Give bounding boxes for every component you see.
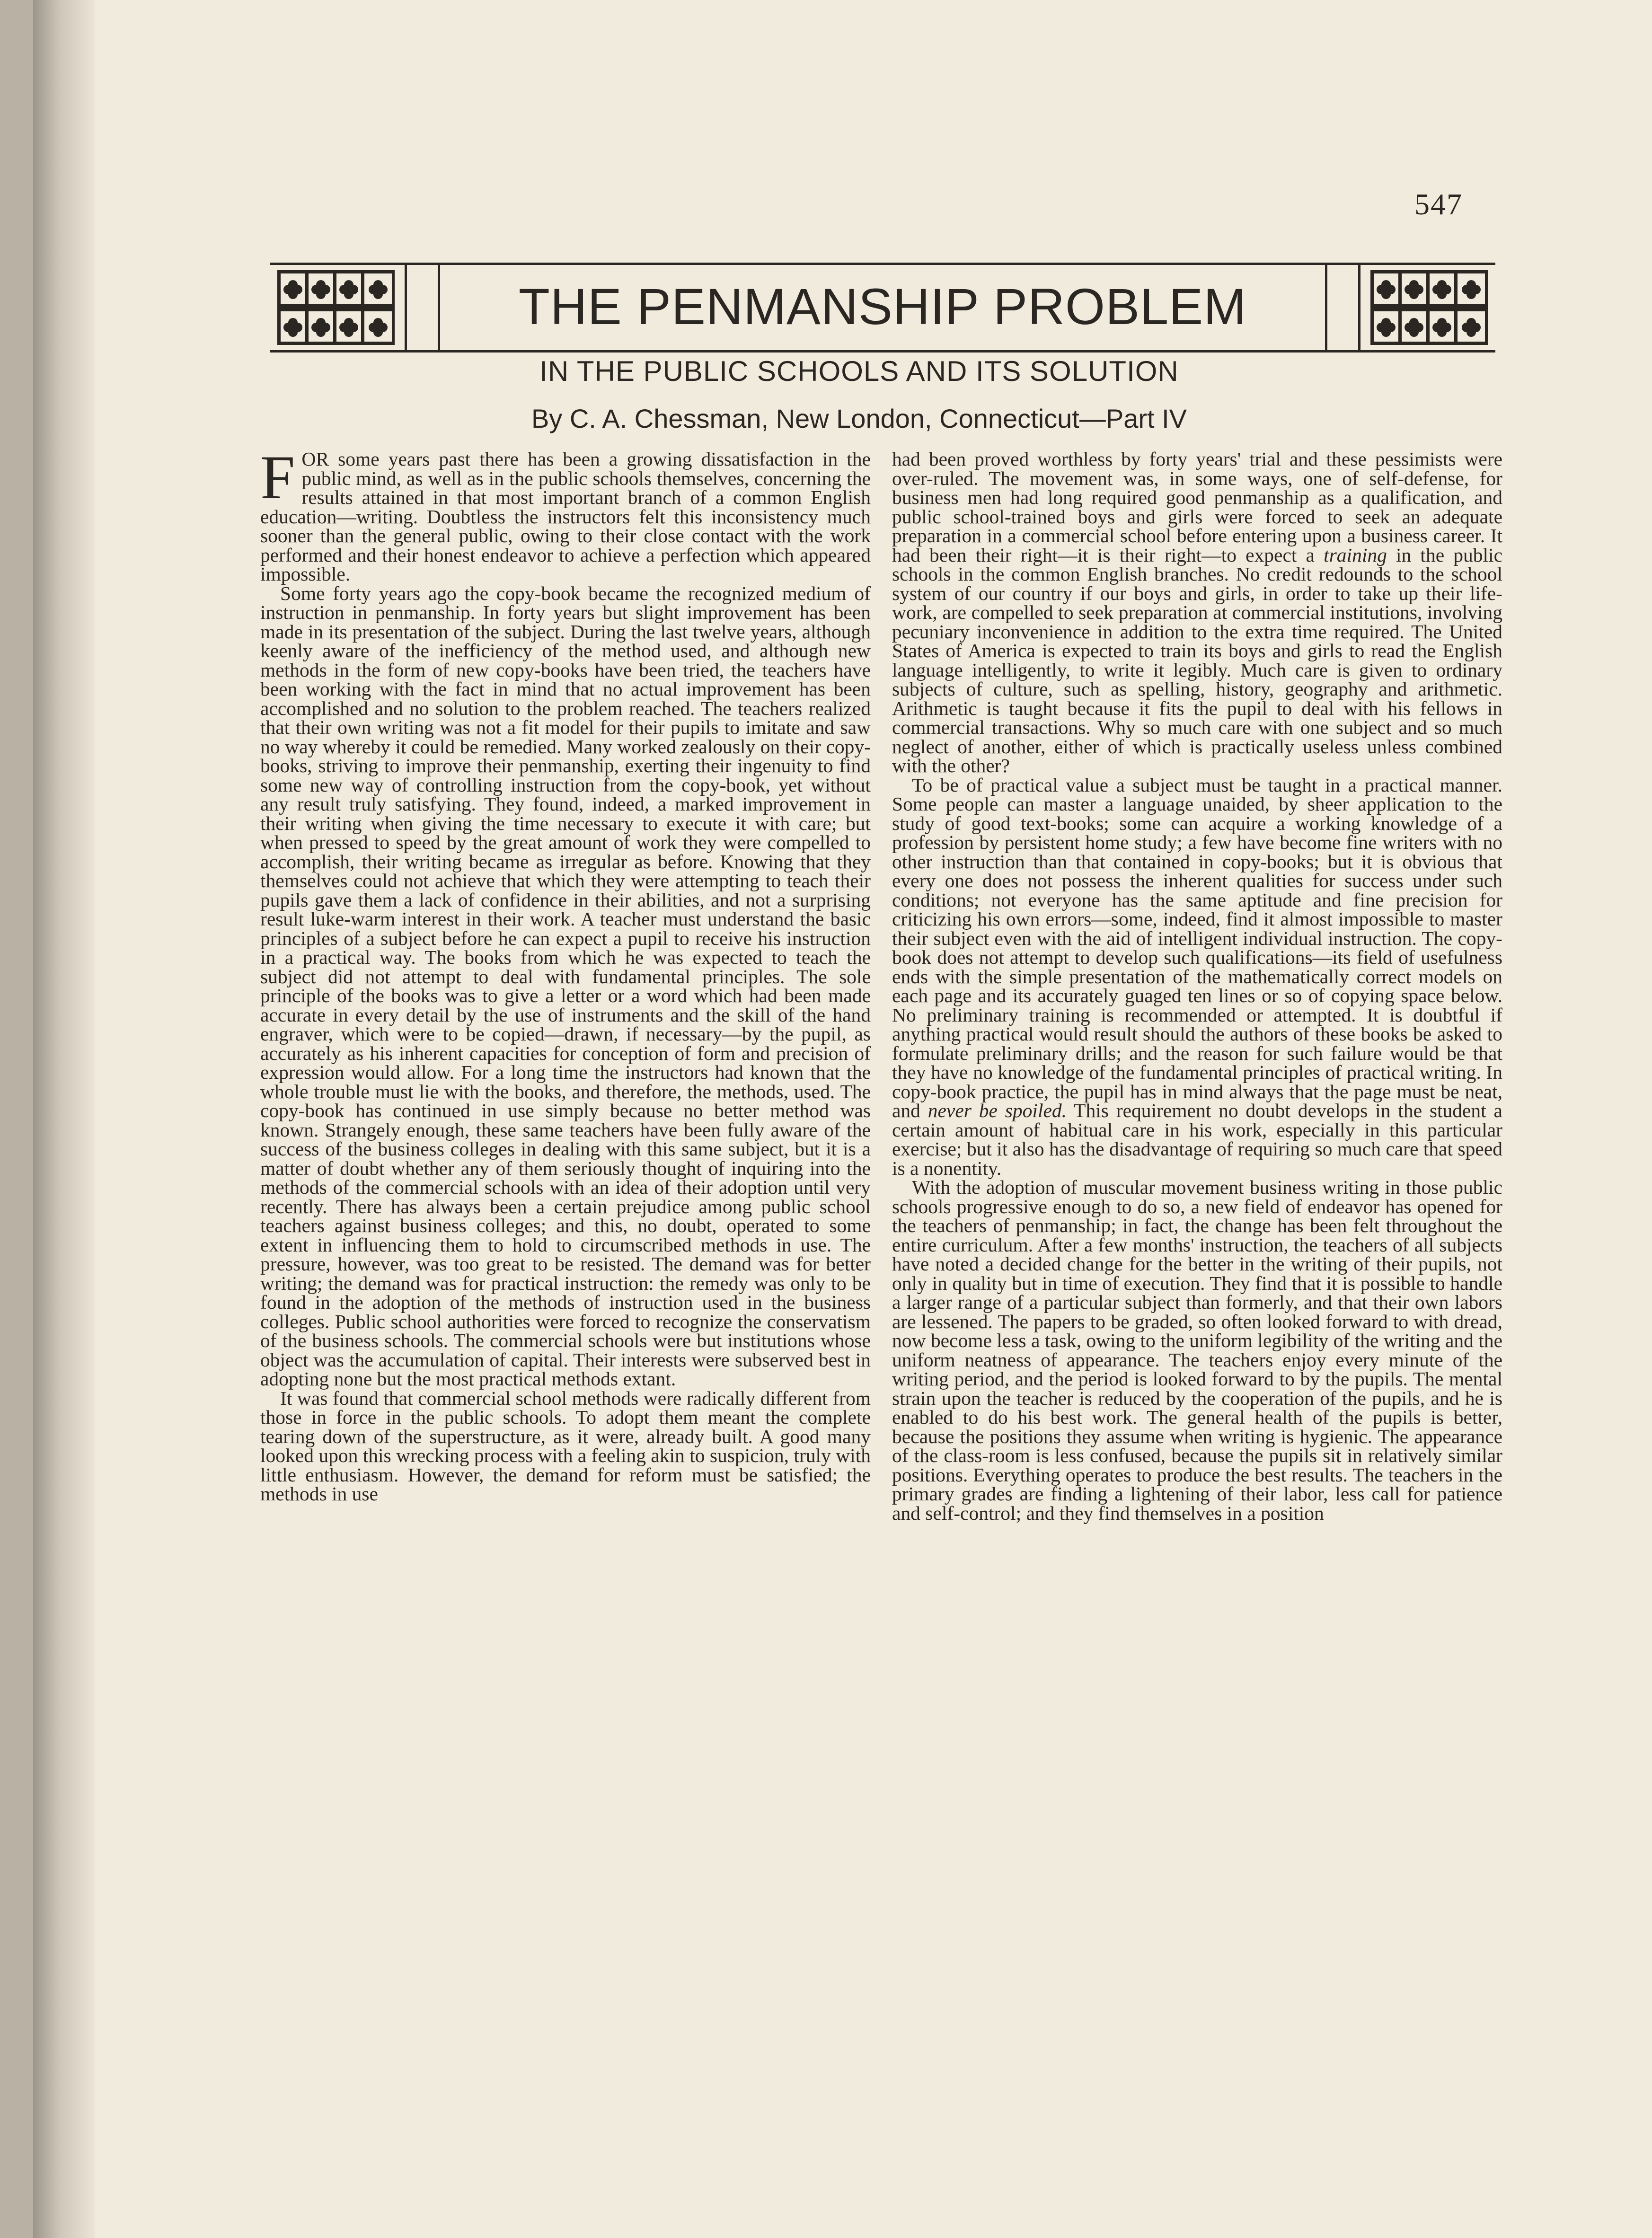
paragraph-text: in the public schools in the common English branches. No credit redounds to the school system of our country if our boys and girls, in order to take up their life-work, are compelled to seek preparation at commercial institutions, involving pecuniary inconvenience in addition to the extra time required. The United States of America is expected to train its boys and girls to read the English language intelligently, to write it legibly. Much care is given to ordinary subjects of culture, such as spelling, history, geography and arithmetic. Arithmetic is taught because it fits the pupil to deal with his fellows in commercial transactions. Why so much care with one subject and so much neglect of another, either of which is practically useless unless combined with the other? (892, 544, 1502, 776)
title-rule (1358, 265, 1360, 350)
paragraph-text: This requirement no doubt develops in the student a certain amount of habitual care in his work, especially in this particular exercise; but it also has the disadvantage of requiring so much care that speed is a nonentity. (892, 1100, 1502, 1179)
clover-ornament-icon (277, 270, 395, 345)
paragraph-text: OR some years past there has been a growing dissatisfaction in the public mind, as well as in the public schools themselves, concerning the results attained in that most important branch of a common English education—writing. Doubtless the instructors felt this inconsistency much sooner than the general public, owing to their close contact with the work performed and their honest endeavor to achieve a perfection which appeared impossible. (260, 448, 871, 585)
title-frame (270, 263, 1495, 352)
emphasis-text: never be spoiled. (928, 1100, 1067, 1121)
byline: By C. A. Chessman, New London, Connecticut—Part IV (531, 404, 1187, 433)
page-number: 547 (1414, 187, 1463, 221)
paragraph-text: had been proved worthless by forty years' trial and these pessimists were over-ruled. The movement was, in some ways, one of self-defense, for business men had long required good penmanship as a qualification, and public school-trained boys and girls were forced to seek an adequate preparation in a commercial school before entering upon a business career. It had been their right—it is their right—to expect a (892, 448, 1502, 566)
paragraph: It was found that commercial school methods were radically different from those in force in the public schools. To adopt them meant the complete tearing down of the superstructure, as it were, already built. A good many looked upon this wrecking process with a feeling akin to suspicion, truly with little enthusiasm. However, the demand for reform must be satisfied; the methods in use (260, 1387, 871, 1505)
emphasis-text: training (1324, 544, 1387, 566)
paragraph-text: To be of practical value a subject must be taught in a practical manner. Some people can master a language unaided, by sheer application to the study of good text-books; some can acquire a working knowledge of a profession by persistent home study; a few have become fine writers with no other instruction than that contained in copy-books; but it is obvious that every one does not possess the inherent qualities for success under such conditions; not everyone has the same aptitude and fine precision for criticizing his own errors—some, indeed, find it almost impossible to master their subject even with the aid of intelligent individual instruction. The copy-book does not attempt to develop such qualifications—its field of usefulness ends with the simple presentation of the mathematically correct models on each page and its accurately guaged ten lines or so of copying space below. No preliminary training is recommended or attempted. It is doubtful if anything practical would result should the authors of these books be asked to formulate preliminary drills; and the reason for such failure would be that they have no knowledge of the fundamental principles of practical writing. In copy-book practice, the pupil has in mind always that the page must be neat, and (892, 774, 1502, 1121)
title-rule (1325, 265, 1327, 350)
article-title: THE PENMANSHIP PROBLEM (518, 278, 1247, 335)
clover-ornament-icon (1370, 270, 1488, 345)
article-subtitle: IN THE PUBLIC SCHOOLS AND ITS SOLUTION (539, 355, 1179, 387)
page (33, 0, 1652, 2238)
paragraph (892, 449, 1502, 775)
paragraph (892, 775, 1502, 1178)
book-gutter (33, 0, 95, 2238)
title-rule (405, 265, 407, 350)
paragraph (260, 442, 871, 585)
left-column (260, 442, 871, 1505)
drop-cap: F (260, 442, 295, 512)
right-column (892, 449, 1502, 1523)
paragraph: With the adoption of muscular movement business writing in those public schools progressive enough to do so, a new field of endeavor has opened for the teachers of penmanship; in fact, the change has been felt throughout the entire curriculum. After a few months' instruction, the teachers of all subjects have noted a decided change for the better in the writing of their pupils, not only in quality but in time of execution. They find that it is possible to handle a larger range of a particular subject than formerly, and that their own labors are lessened. The papers to be graded, so often looked forward to with dread, now become less a task, owing to the uniform legibility of the writing and the uniform neatness of appearance. The teachers enjoy every minute of the writing period, and the period is looked forward to by the pupils. The mental strain upon the teacher is reduced by the cooperation of the pupils, and he is enabled to do his best work. The general health of the pupils is better, because the positions they assume when writing is hygienic. The appearance of the class-room is less confused, because the pupils sit in relatively similar positions. Everything operates to produce the best results. The teachers in the primary grades are finding a lightening of their labor, less call for patience and self-control; and they find themselves in a position (892, 1176, 1502, 1524)
paragraph: Some forty years ago the copy-book became the recognized medium of instruction in penmanship. In forty years but slight improvement has been made in its presentation of the subject. During the last twelve years, although keenly aware of the inefficiency of the method used, and although new methods in the form of new copy-books have been tried, the teachers have been working with the fact in mind that no actual improvement has been accomplished and no solution to the problem reached. The teachers realized that their own writing was not a fit model for their pupils to imitate and saw no way whereby it could be remedied. Many worked zealously on their copy-books, striving to improve their penmanship, exerting their ingenuity to find some new way of controlling instruction from the copy-book, yet without any result truly satisfying. They found, indeed, a marked improvement in their writing when giving the time necessary to execute it with care; but when pressed to speed by the great amount of work they were compelled to accomplish, their writing became as irregular as before. Knowing that they themselves could not achieve that which they were attempting to teach their pupils gave them a lack of confidence in their abilities, and not a surprising result luke-warm interest in their work. A teacher must understand the basic principles of a subject before he can expect a pupil to receive his instruction in a practical way. The books from which he was expected to teach the subject did not attempt to deal with fundamental principles. The sole principle of the books was to give a letter or a word which had been made accurate in every detail by the use of instruments and the skill of the hand engraver, which were to be copied—drawn, if necessary—by the pupil, as accurately as his inherent capacities for conception of form and precision of expression would allow. For a long time the instructors had known that the whole trouble must lie with the books, and therefore, the methods, used. The copy-book has continued in use simply because no better method was known. Strangely enough, these same teachers have been fully aware of the success of the business colleges in dealing with this same subject, but it is a matter of doubt whether any of them seriously thought of inquiring into the methods of the commercial schools with an idea of their adoption until very recently. There has always been a certain prejudice among public school teachers against business colleges; and this, no doubt, operated to some extent in influencing them to hold to circumscribed methods in use. The pressure, however, was too great to be resisted. The demand was for better writing; the demand was for practical instruction: the remedy was only to be found in the adoption of the methods of instruction used in the business colleges. Public school authorities were forced to recognize the conservatism of the business schools. The commercial schools were but institutions whose object was the accumulation of capital. Their interests were subserved best in adopting none but the most practical methods extant. (260, 582, 871, 1390)
